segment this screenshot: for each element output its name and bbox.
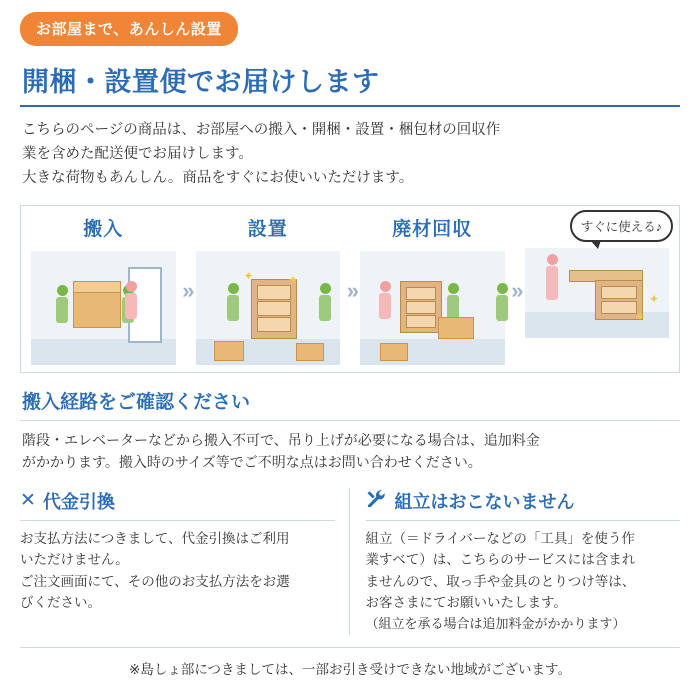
person-body: [546, 266, 558, 300]
sparkle-icon: ✦: [634, 309, 645, 324]
waste-box: [438, 317, 474, 339]
cod-column: [20, 488, 350, 635]
assembly-line-2: 業すべて）は、こちらのサービスには含まれ: [365, 552, 636, 568]
person-head: [126, 281, 137, 292]
drawer: [601, 286, 637, 299]
cod-line-4: びください。: [20, 595, 101, 611]
person-body: [319, 295, 331, 321]
person-head: [228, 283, 239, 294]
person-body: [56, 297, 68, 323]
person-body: [227, 295, 239, 321]
room-background: [196, 251, 341, 365]
step-arrow-3: »: [511, 277, 524, 303]
assembly-line-1: 組立（＝ドライバーなどの「工具」を使う作: [365, 530, 635, 546]
cardboard-box: [296, 343, 324, 361]
person-head: [320, 283, 331, 294]
cod-title: 代金引換: [42, 491, 115, 512]
route-line-1: 階段・エレベーターなどから搬入不可で、吊り上げが必要になる場合は、追加料金: [22, 431, 540, 448]
lead-line-3: 大きな荷物もあんしん。商品をすぐにお使いいただけます。: [22, 169, 414, 186]
step-2-label: 設置: [247, 218, 288, 240]
chest-of-drawers: [400, 281, 442, 333]
drawer: [257, 285, 291, 300]
lead-line-1: こちらのページの商品は、お部屋への搬入・開梱・設置・梱包材の回収作: [22, 122, 501, 138]
cod-line-1: お支払方法につきまして、代金引換はご利用: [20, 530, 290, 546]
step-1: [21, 206, 195, 372]
route-line-2: がかかります。搬入時のサイズ等でご不明な点はお問い合わせください。: [22, 454, 482, 471]
cardboard-box: [214, 341, 244, 361]
person-head: [547, 254, 558, 265]
cross-icon: ✕: [20, 490, 36, 512]
chest-of-drawers: [251, 279, 297, 339]
room-background: [360, 251, 505, 365]
speech-bubble: すぐに使える♪: [570, 210, 673, 242]
person-head: [497, 283, 508, 294]
assembly-column: [350, 488, 681, 635]
route-divider: [20, 420, 680, 421]
ribbon-badge: お部屋まで、あんしん設置: [20, 12, 238, 46]
room-background: [31, 251, 176, 365]
person-body: [125, 293, 137, 319]
cod-body: [20, 528, 335, 614]
cod-divider: [20, 520, 335, 521]
route-body: [22, 429, 678, 474]
drawer: [257, 301, 291, 316]
drawer: [601, 301, 637, 314]
sparkle-icon: ✦: [287, 272, 298, 287]
assembly-line-3: ませんので、取っ手や金具のとりつけ等は、: [365, 573, 636, 589]
cod-line-3: ご注文画面にて、その他のお支払方法をお選: [20, 573, 290, 589]
assembly-divider: [366, 520, 681, 521]
drawer: [406, 287, 436, 300]
cod-line-2: いただけません。: [20, 552, 129, 568]
cod-header: [20, 488, 335, 514]
step-2: [186, 206, 359, 372]
person-body: [496, 295, 508, 321]
step-1-label: 搬入: [83, 218, 124, 240]
assembly-line-5: （組立を承る場合は追加料金がかかります）: [365, 615, 626, 631]
step-4: [515, 206, 680, 372]
person-body: [379, 293, 391, 319]
wrench-icon: [366, 489, 388, 512]
person-head: [448, 283, 459, 294]
drawer: [406, 301, 436, 314]
footnote: ※島しょ部につきましては、一部お引き受けできない地域がございます。: [20, 647, 680, 678]
drawer: [257, 317, 291, 332]
cardboard-box: [73, 292, 121, 328]
sparkle-icon: ✦: [243, 268, 254, 283]
step-3-label: 廃材回収: [392, 218, 473, 240]
step-1-illustration: [27, 245, 180, 365]
title-divider: [20, 105, 680, 107]
drawer: [406, 315, 436, 328]
lead-paragraph: [22, 119, 678, 191]
lead-line-2: 業を含めた配送便でお届けします。: [22, 145, 253, 162]
person-head: [57, 285, 68, 296]
step-3: [350, 206, 524, 372]
person-head: [380, 281, 391, 292]
step-2-illustration: [192, 245, 345, 365]
waste-box: [380, 343, 408, 361]
assembly-header: [366, 488, 681, 514]
step-3-illustration: [356, 245, 509, 365]
room-background: [525, 248, 670, 338]
assembly-body: [366, 528, 681, 635]
notice-columns: [20, 488, 680, 635]
assembly-line-4: お客さまにてお願いいたします。: [365, 595, 567, 611]
step-arrow-1: »: [182, 277, 195, 303]
route-title: 搬入経路をご確認ください: [22, 391, 251, 413]
assembly-title: 組立はおこないません: [394, 491, 575, 512]
sparkle-icon: ✦: [648, 291, 659, 306]
process-steps: [20, 205, 680, 373]
step-arrow-2: »: [346, 277, 359, 303]
page-title: 開梱・設置便でお届けします: [22, 67, 380, 97]
